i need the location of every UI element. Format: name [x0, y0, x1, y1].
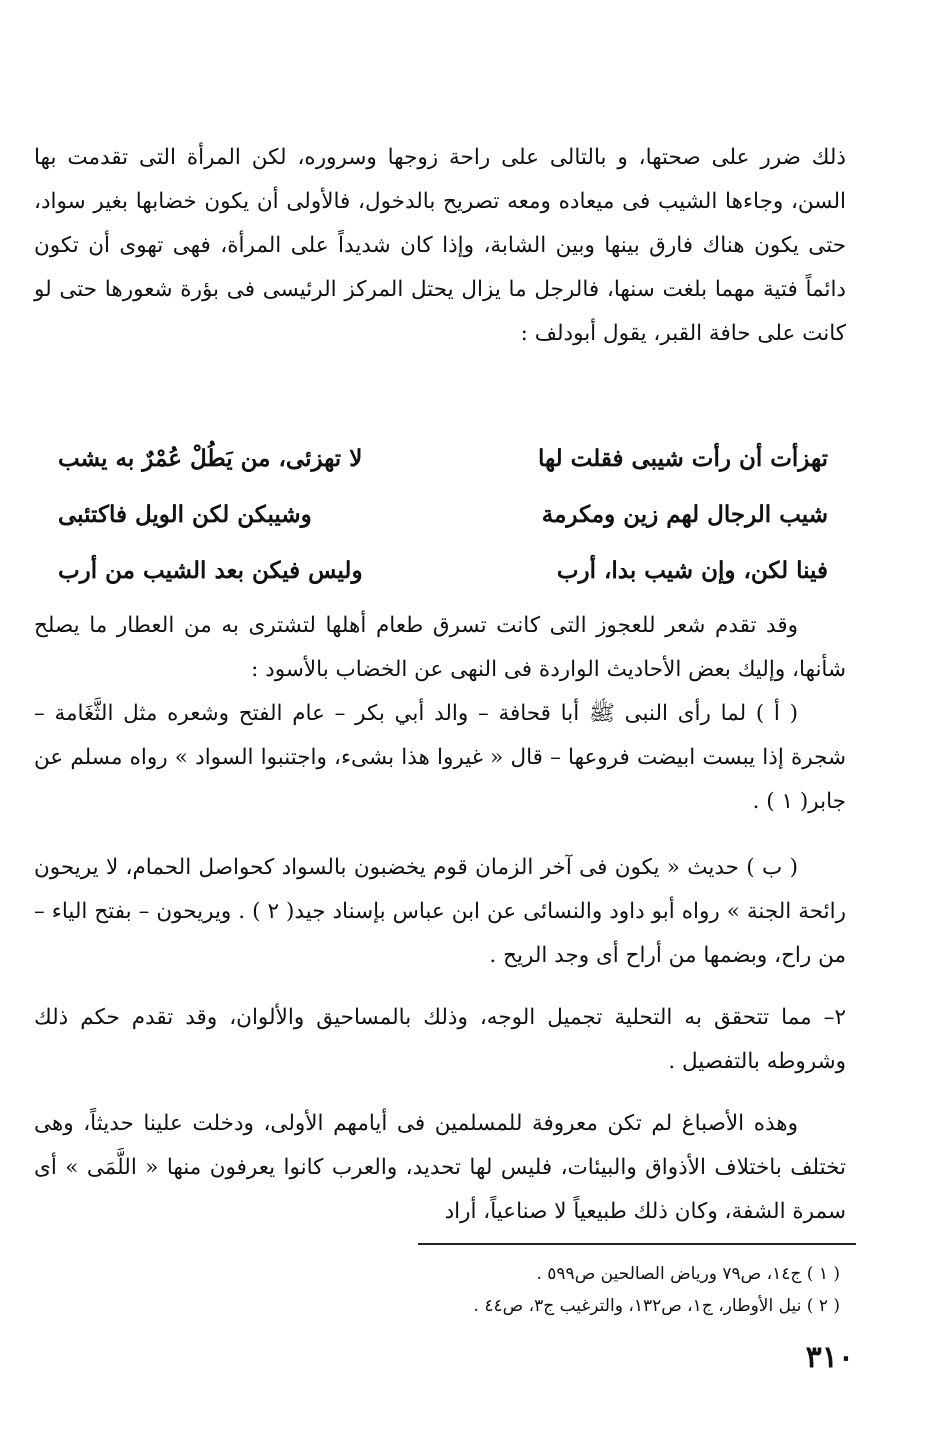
poem-verse-2: [58, 486, 828, 542]
poem-verse-1-first-hemistich: تهزأت أن رأت شيبى فقلت لها: [538, 444, 828, 472]
body-paragraph-2: وقد تقدم شعر للعجوز التى كانت تسرق طعام أهلها لتشترى به من العطار ما يصلح شأنها، وإليك بعض الأحاديث الواردة فى النهى عن الخضاب بالأسود :: [34, 613, 846, 682]
hadith-a-paragraph: ( أ ) لما رأى النبى ﷺ أبا قحافة – والد أبي بكر – عام الفتح وشعره مثل الثَّغَامة – شجرة إذا يبست ابيضت فروعها – قال « غيروا هذا بشىء، واجتنبوا السواد » رواه مسلم عن جابر( ١ ) .: [34, 701, 846, 814]
footnotes: [200, 1258, 840, 1322]
footnote-1: ( ١ ) ج١٤، ص٧٩ ورياض الصالحين ص٥٩٩ .: [536, 1264, 840, 1284]
poem-verse-3: [58, 542, 828, 598]
poem-verse-3-first-hemistich: فينا لكن، وإن شيب بدا، أرب: [556, 556, 828, 584]
footnote-2: ( ٢ ) نيل الأوطار، ج١، ص١٣٢، والترغيب ج٣، ص٤٤ .: [473, 1296, 840, 1316]
body-paragraph-1: ذلك ضرر على صحتها، و بالتالى على راحة زوجها وسروره، لكن المرأة التى تقدمت بها السن، وجاءها الشيب فى ميعاده ومعه تصريح بالدخول، فالأولى أن يكون خضابها بغير سواد، حتى يكون هناك فارق بينها وبين الشابة، وإذا كان شديداً على المرأة، فهى تهوى أن تكون دائماً فتية مهما بلغت سنها، فالرجل ما يزال يحتل المركز الرئيسى فى بؤرة شعورها حتى لو كانت على حافة القبر، يقول أبودلف :: [34, 145, 846, 346]
poem-verse-1: [58, 430, 828, 486]
poem-verse-1-second-hemistich: لا تهزئى، من يَطُلْ عُمْرٌ به يشب: [58, 444, 363, 472]
poem-verse-3-second-hemistich: وليس فيكن بعد الشيب من أرب: [58, 556, 363, 584]
poem-verse-2-first-hemistich: شيب الرجال لهم زين ومكرمة: [541, 500, 828, 528]
poem-verse-2-second-hemistich: وشيبكن لكن الويل فاكتئبى: [58, 500, 312, 528]
body-paragraph-6: وهذه الأصباغ لم تكن معروفة للمسلمين فى أيامهم الأولى، ودخلت علينا حديثاً، وهى تختلف باختلاف الأذواق والبيئات، فليس لها تحديد، والعرب كانوا يعرفون منها « اللَّمَى » أى سمرة الشفة، وكان ذلك طبيعياً لا صناعياً، أراد: [34, 1111, 846, 1224]
body-paragraph-5: ٢– مما تتحقق به التحلية تجميل الوجه، وذلك بالمساحيق والألوان، وقد تقدم حكم ذلك وشروطه بالتفصيل .: [34, 1005, 846, 1074]
page-number: ٣١٠: [805, 1340, 854, 1375]
footnote-separator: [418, 1243, 856, 1245]
poem: [58, 430, 828, 598]
hadith-b-paragraph: ( ب ) حديث « يكون فى آخر الزمان قوم يخضبون بالسواد كحواصل الحمام، لا يريحون رائحة الجنة » رواه أبو داود والنسائى عن ابن عباس بإسناد جيد( ٢ ) . ويريحون – بفتح الياء – من راح، وبضمها من أراح أى وجد الريح .: [34, 855, 846, 968]
